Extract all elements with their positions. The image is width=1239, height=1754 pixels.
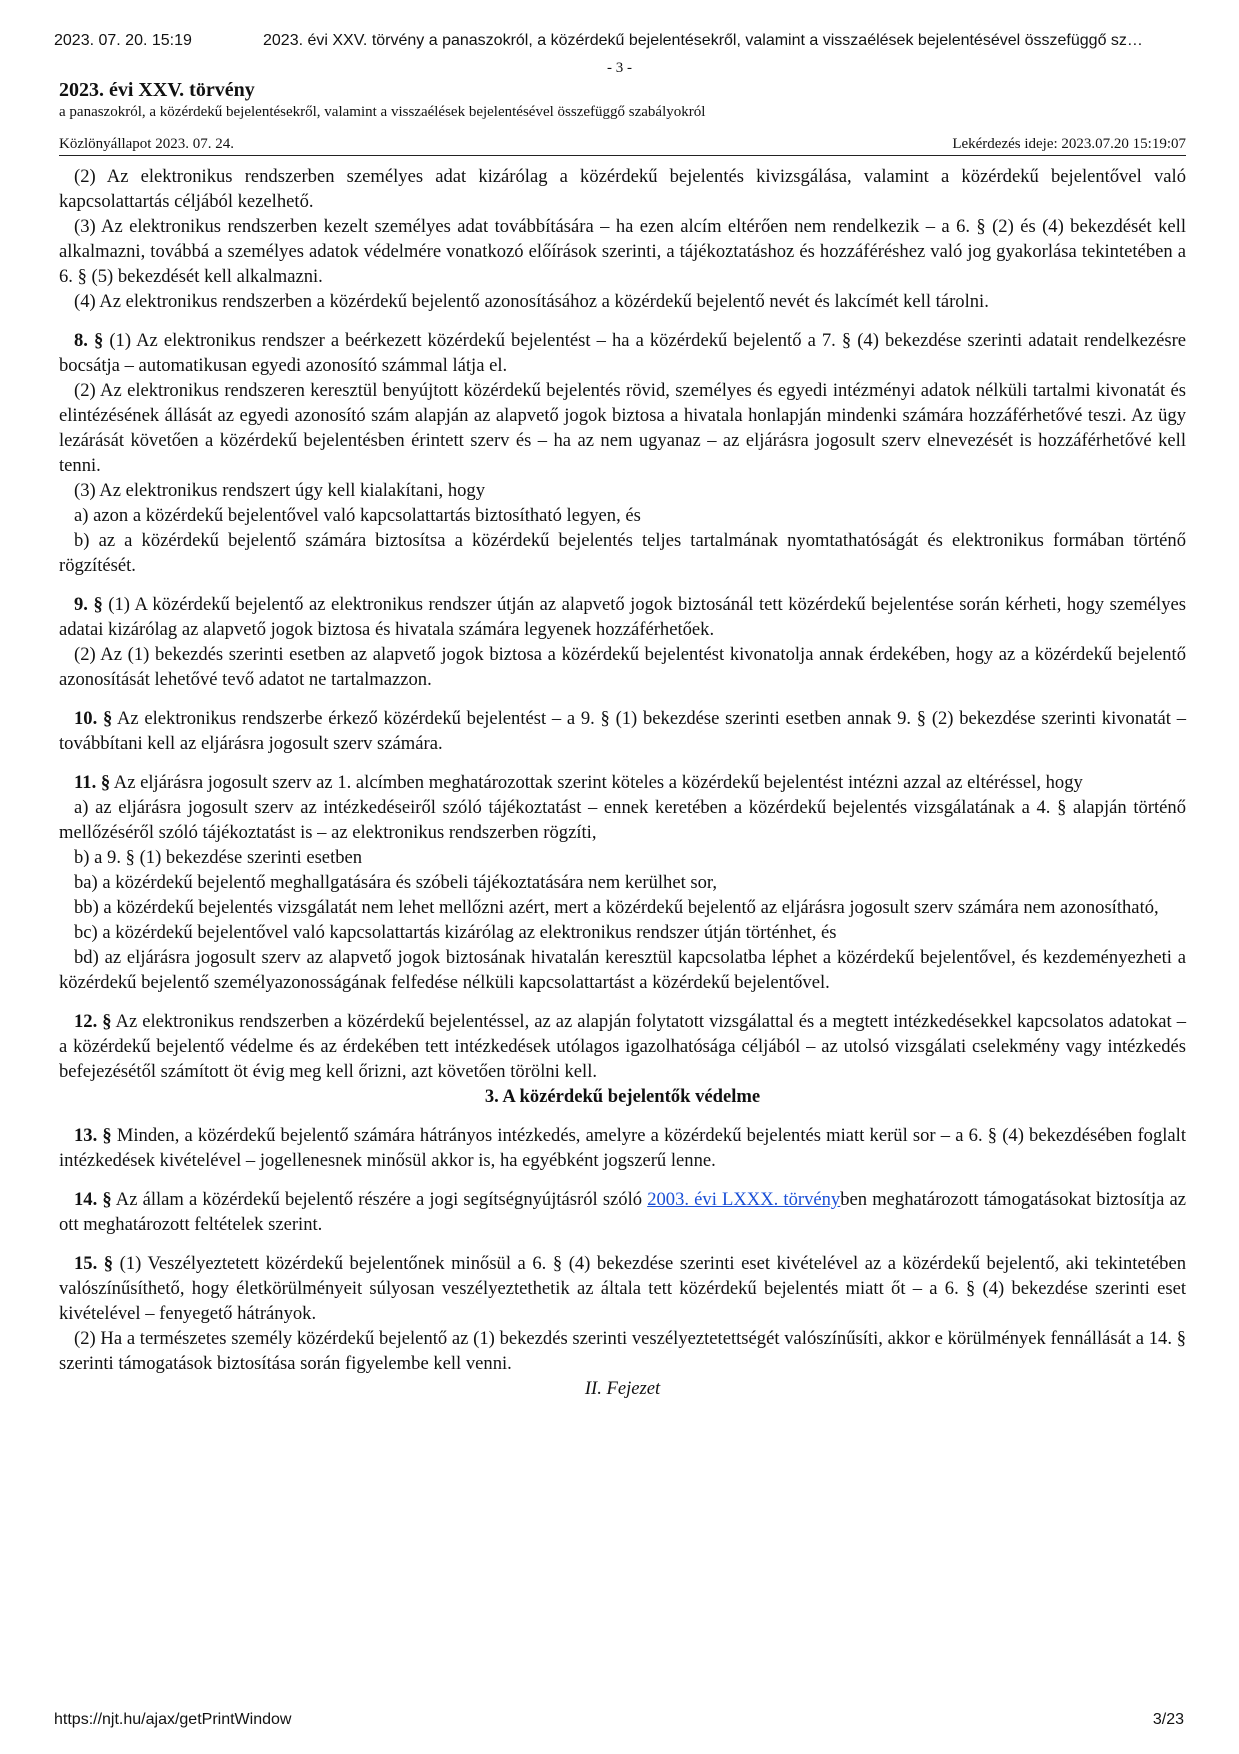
print-header xyxy=(54,32,1184,50)
paragraph: b) a 9. § (1) bekezdése szerinti esetben xyxy=(74,847,363,868)
section-number: 9. § xyxy=(74,594,103,615)
section-15: 15. § (1) Veszélyeztetett közérdekű bejelentőnek minősül a 6. § (4) bekezdése szerinti eset kivételével az a közérdekű bejelentő, aki tekintetében valószínűsíthető, hogy életkörülményeit súlyosan veszélyeztethetik az általa tett közérdekű bejelentés miatt őt – a 6. § (4) bekezdése szerinti eset kivételével – fenyegető hátrányok. xyxy=(59,1253,1186,1324)
footer-url: https://njt.hu/ajax/getPrintWindow xyxy=(54,1711,292,1728)
paragraph: (2) Ha a természetes személy közérdekű bejelentő az (1) bekezdés szerinti veszélyeztetettségét valószínűsíti, akkor e körülmények fennállását a 14. § szerinti támogatások biztosítása során figyelembe kell venni. xyxy=(59,1328,1186,1374)
print-title: 2023. évi XXV. törvény a panaszokról, a közérdekű bejelentésekről, valamint a visszaélések bejelentésével összefüggő sz… xyxy=(263,32,1143,49)
document-body xyxy=(59,164,1186,1401)
section-11: 11. § Az eljárásra jogosult szerv az 1. alcímben meghatározottak szerint köteles a közérdekű bejelentést intézni azzal az eltéréssel, hogy xyxy=(74,772,1083,793)
chapter-heading: II. Fejezet xyxy=(584,1378,661,1399)
section-number: 11. § xyxy=(74,772,111,793)
subtitle-heading: 3. A közérdekű bejelentők védelme xyxy=(484,1086,761,1107)
section-number: 14. § xyxy=(74,1189,112,1210)
paragraph: (3) Az elektronikus rendszert úgy kell kialakítani, hogy xyxy=(74,480,486,501)
paragraph: a) az eljárásra jogosult szerv az intézkedéseiről szóló tájékoztatást – ennek keretében a közérdekű bejelentés vizsgálatának a 4. § alapján történő mellőzéséről szóló tájékoztatást is – az elektronikus rendszerben rögzíti, xyxy=(59,797,1186,843)
print-footer xyxy=(54,1711,1184,1729)
paragraph: (2) Az (1) bekezdés szerinti esetben az alapvető jogok biztosa a közérdekű bejelentést kivonatolja annak érdekében, hogy az a közérdekű bejelentő azonosítását lehetővé tevő adatot ne tartalmazzon. xyxy=(59,644,1186,690)
section-number: 10. § xyxy=(74,708,113,729)
section-8: 8. § (1) Az elektronikus rendszer a beérkezett közérdekű bejelentést – ha a közérdekű bejelentő a 7. § (4) bekezdése szerinti adatait rendelkezésre bocsátja – automatikusan egyedi azonosító számmal látja el. xyxy=(59,330,1187,376)
page-number: - 3 - xyxy=(607,60,632,76)
section-number: 13. § xyxy=(74,1125,112,1146)
gazette-state: Közlönyállapot 2023. 07. 24. xyxy=(59,136,234,152)
document-header xyxy=(59,78,1186,156)
document-title: 2023. évi XXV. törvény xyxy=(59,79,255,101)
paragraph: bd) az eljárásra jogosult szerv az alapvető jogok biztosának hivatalán keresztül kapcsolatba léphet a közérdekű bejelentővel, és kezdeményezheti a közérdekű bejelentő személyazonosságának felfedése nélküli kapcsolattartást a közérdekű bejelentővel. xyxy=(59,947,1186,993)
document-subtitle: a panaszokról, a közérdekű bejelentésekről, valamint a visszaélések bejelentésével összefüggő szabályokról xyxy=(59,104,706,120)
section-9: 9. § (1) A közérdekű bejelentő az elektronikus rendszer útján az alapvető jogok biztosánál tett közérdekű bejelentése során kérheti, hogy személyes adatai kizárólag az alapvető jogok biztosa és hivatala számára legyenek hozzáférhetőek. xyxy=(59,594,1187,640)
paragraph: ba) a közérdekű bejelentő meghallgatására és szóbeli tájékoztatására nem kerülhet sor, xyxy=(74,872,718,893)
paragraph: a) azon a közérdekű bejelentővel való kapcsolattartás biztosítható legyen, és xyxy=(74,505,641,526)
section-number: 8. § xyxy=(74,330,104,351)
paragraph: b) az a közérdekű bejelentő számára biztosítsa a közérdekű bejelentés teljes tartalmának nyomtathatóságát és elektronikus formában történő rögzítését. xyxy=(59,530,1186,576)
query-time: Lekérdezés ideje: 2023.07.20 15:19:07 xyxy=(952,136,1186,152)
paragraph: (2) Az elektronikus rendszerben személyes adat kizárólag a közérdekű bejelentés kivizsgálása, valamint a közérdekű bejelentővel való kapcsolattartás céljából kezelhető. xyxy=(59,166,1186,212)
paragraph: bc) a közérdekű bejelentővel való kapcsolattartás kizárólag az elektronikus rendszer útján történhet, és xyxy=(74,922,837,943)
footer-page: 3/23 xyxy=(1152,1711,1184,1728)
paragraph: (4) Az elektronikus rendszerben a közérdekű bejelentő azonosításához a közérdekű bejelentő nevét és lakcímét kell tárolni. xyxy=(74,291,989,312)
section-number: 12. § xyxy=(74,1011,112,1032)
section-12: 12. § Az elektronikus rendszerben a közérdekű bejelentéssel, az az alapján folytatott vizsgálattal és a megtett intézkedésekkel kapcsolatos adatokat – a közérdekű bejelentő védelme és az érdekében tett intézkedések utólagos igazolhatósága céljából – az utolsó vizsgálati cselekmény vagy intézkedés befejezésétől számított öt évig meg kell őrizni, azt követően törölni kell. xyxy=(59,1011,1187,1082)
section-14: 14. § Az állam a közérdekű bejelentő részére a jogi segítségnyújtásról szóló 2003. évi LXXX. törvényben meghatározott támogatásokat biztosítja az ott meghatározott feltételek szerint. xyxy=(59,1189,1187,1235)
paragraph: (2) Az elektronikus rendszeren keresztül benyújtott közérdekű bejelentés rövid, személyes és egyedi intézményi adatok nélküli tartalmi kivonatát és elintézésének állását az egyedi azonosító szám alapján az alapvető jogok biztosa a hivatala honlapján mindenki számára hozzáférhetővé teszi. Az ügy lezárását követően a közérdekű bejelentésben érintett szerv és – ha az nem ugyanaz – az eljárásra jogosult szerv elnevezését is hozzáférhetővé kell tenni. xyxy=(59,380,1186,476)
print-timestamp: 2023. 07. 20. 15:19 xyxy=(54,32,192,49)
paragraph: bb) a közérdekű bejelentés vizsgálatát nem lehet mellőzni azért, mert a közérdekű bejelentő az eljárásra jogosult szerv számára nem azonosítható, xyxy=(74,897,1159,918)
section-10: 10. § Az elektronikus rendszerbe érkező közérdekű bejelentést – a 9. § (1) bekezdése szerinti esetben annak 9. § (2) bekezdése szerinti kivonatát – továbbítani kell az eljárásra jogosult szerv számára. xyxy=(59,708,1186,754)
law-link[interactable]: 2003. évi LXXX. törvény xyxy=(647,1189,841,1210)
section-13: 13. § Minden, a közérdekű bejelentő számára hátrányos intézkedés, amelyre a közérdekű bejelentés miatt kerül sor – a 6. § (4) bekezdésében foglalt intézkedések kivételével – jogellenesnek minősül akkor is, ha egyébként jogszerű lenne. xyxy=(59,1125,1186,1171)
document-meta xyxy=(59,135,1186,156)
section-number: 15. § xyxy=(74,1253,114,1274)
paragraph: (3) Az elektronikus rendszerben kezelt személyes adat továbbítására – ha ezen alcím eltérően nem rendelkezik – a 6. § (2) és (4) bekezdését kell alkalmazni, továbbá a személyes adatok védelmére vonatkozó előírások szerinti, a tájékoztatáshoz és hozzáféréshez való jog gyakorlása tekintetében a 6. § (5) bekezdését kell alkalmazni. xyxy=(59,216,1186,287)
